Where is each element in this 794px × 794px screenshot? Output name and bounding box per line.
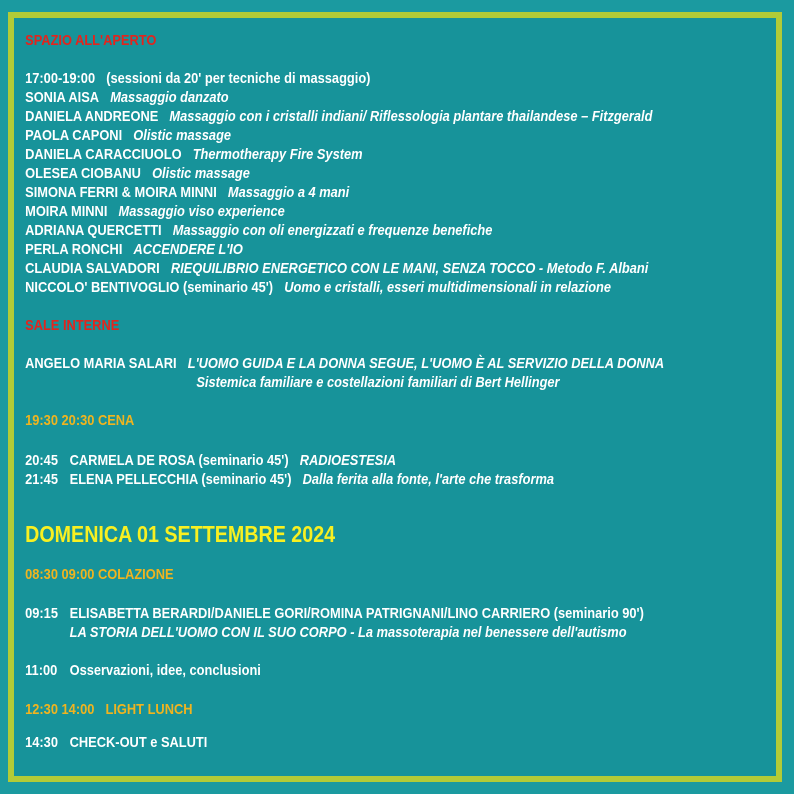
- entry-time: 20:45: [25, 452, 58, 469]
- time-range: 12:30 14:00: [25, 701, 95, 718]
- program-entry: [25, 164, 782, 183]
- program-flyer: [8, 12, 782, 782]
- presenter-name: DANIELA CARACCIUOLO: [25, 146, 182, 163]
- activity-title: Dalla ferita alla fonte, l'arte che trasforma: [302, 471, 555, 488]
- lunch-line: [25, 700, 782, 719]
- program-entry: [25, 354, 782, 373]
- activity-subtitle-line: [25, 623, 782, 642]
- activity-title: Olistic massage: [152, 165, 250, 182]
- activity-title: L'UOMO GUIDA E LA DONNA SEGUE, L'UOMO È AL SERVIZIO DELLA DONNA: [187, 355, 665, 372]
- program-entry: [25, 107, 782, 126]
- lunch-label: LIGHT LUNCH: [105, 701, 193, 718]
- program-entry: [25, 221, 782, 240]
- program-entry: [25, 240, 782, 259]
- activity-title: Massaggio danzato: [110, 89, 229, 106]
- program-entry: [25, 202, 782, 221]
- presenter-name: PAOLA CAPONI: [25, 127, 123, 144]
- presenter-name: SONIA AISA: [25, 89, 100, 106]
- intro-note: (sessioni da 20' per tecniche di massaggio): [106, 70, 371, 87]
- program-content: [14, 18, 782, 752]
- presenter-name: DANIELA ANDREONE: [25, 108, 159, 125]
- section-heading-indoor: SALE INTERNE: [25, 317, 120, 334]
- dinner-line: 19:30 20:30 CENA: [25, 412, 135, 429]
- program-entry: [25, 470, 782, 489]
- entry-text: Osservazioni, idee, conclusioni: [69, 662, 261, 679]
- activity-title: Olistic massage: [133, 127, 232, 144]
- program-entry: [25, 126, 782, 145]
- program-entry: [25, 604, 782, 623]
- section-heading-outdoor: SPAZIO ALL'APERTO: [25, 32, 157, 49]
- presenter-name: ANGELO MARIA SALARI: [25, 355, 177, 372]
- program-entry: [25, 145, 782, 164]
- presenter-name: SIMONA FERRI & MOIRA MINNI: [25, 184, 217, 201]
- presenter-name: MOIRA MINNI: [25, 203, 108, 220]
- program-entry: [25, 661, 782, 680]
- program-entry: [25, 278, 782, 297]
- activity-title: RIEQUILIBRIO ENERGETICO CON LE MANI, SENZA TOCCO - Metodo F. Albani: [170, 260, 649, 277]
- activity-title: Massaggio con oli energizzati e frequenze benefiche: [172, 222, 493, 239]
- entry-time: 21:45: [25, 471, 58, 488]
- activity-title: Massaggio con i cristalli indiani/ Riflessologia plantare thailandese – Fitzgerald: [169, 108, 653, 125]
- activity-title: Massaggio viso experience: [118, 203, 285, 220]
- presenter-name: OLESEA CIOBANU: [25, 165, 141, 182]
- activity-subtitle-line: [25, 373, 782, 392]
- checkout-label: CHECK-OUT e SALUTI: [69, 734, 208, 751]
- program-entry: [25, 259, 782, 278]
- program-entry: [25, 88, 782, 107]
- presenter-name: PERLA RONCHI: [25, 241, 123, 258]
- activity-title: LA STORIA DELL'UOMO CON IL SUO CORPO - La massoterapia nel benessere dell'autismo: [69, 624, 627, 641]
- day-heading-sunday: DOMENICA 01 SETTEMBRE 2024: [25, 521, 336, 547]
- breakfast-line: 08:30 09:00 COLAZIONE: [25, 566, 174, 583]
- entry-time: 09:15: [25, 605, 58, 622]
- presenter-name: CARMELA DE ROSA (seminario 45'): [69, 452, 289, 469]
- time-range: 17:00-19:00: [25, 70, 96, 87]
- activity-title: Thermotherapy Fire System: [192, 146, 363, 163]
- activity-title: RADIOESTESIA: [299, 452, 397, 469]
- presenter-name: ADRIANA QUERCETTI: [25, 222, 162, 239]
- presenter-name: ELENA PELLECCHIA (seminario 45'): [69, 471, 292, 488]
- presenter-name: NICCOLO' BENTIVOGLIO (seminario 45'): [25, 279, 274, 296]
- program-entry: [25, 451, 782, 470]
- activity-title: ACCENDERE L'IO: [133, 241, 243, 258]
- activity-subtitle: Sistemica familiare e costellazioni familiari di Bert Hellinger: [196, 374, 560, 391]
- activity-title: Massaggio a 4 mani: [227, 184, 350, 201]
- entry-time: 14:30: [25, 734, 58, 751]
- presenter-name: CLAUDIA SALVADORI: [25, 260, 160, 277]
- checkout-line: [25, 733, 782, 752]
- outdoor-intro: [25, 69, 782, 88]
- presenter-name: ELISABETTA BERARDI/DANIELE GORI/ROMINA PATRIGNANI/LINO CARRIERO (seminario 90'): [69, 605, 644, 622]
- activity-title: Uomo e cristalli, esseri multidimensionali in relazione: [284, 279, 612, 296]
- entry-time: 11:00: [25, 662, 58, 679]
- program-entry: [25, 183, 782, 202]
